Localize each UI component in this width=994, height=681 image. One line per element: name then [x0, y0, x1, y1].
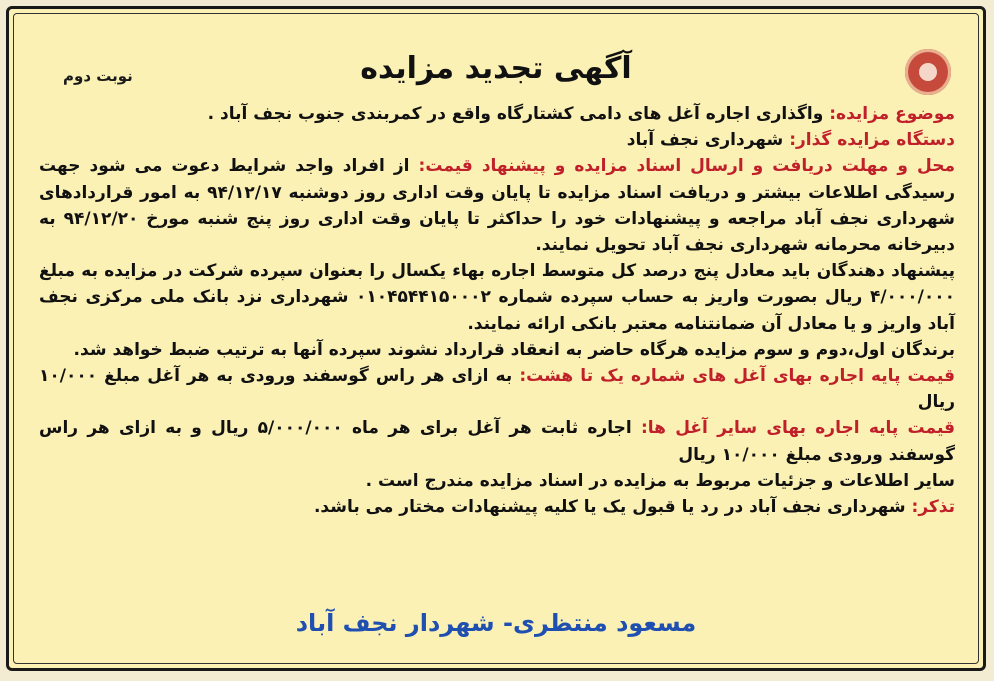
notice-body — [39, 101, 955, 520]
subject-paragraph — [39, 101, 955, 127]
note-text: شهرداری نجف آباد در رد یا قبول یک یا کلیه پیشنهادات مختار می باشد. — [313, 497, 906, 518]
other-info-paragraph: سایر اطلاعات و جزئیات مربوط به مزایده در اسناد مزایده مندرج است . — [365, 470, 955, 491]
price1-paragraph — [39, 363, 955, 415]
auction-notice — [6, 6, 986, 671]
subject-label: موضوع مزایده: — [829, 104, 955, 124]
price1-label: قیمت پایه اجاره بهای آغل های شماره یک تا هشت: — [519, 366, 955, 387]
note-paragraph — [39, 494, 955, 520]
price2-label: قیمت پایه اجاره بهای سایر آغل ها: — [640, 418, 956, 439]
edition-label: نوبت دوم — [63, 67, 133, 85]
price2-paragraph — [39, 415, 955, 467]
notice-title: آگهی تجدید مزایده — [360, 51, 632, 86]
deposit-paragraph: پیشنهاد دهندگان باید معادل پنج درصد کل متوسط اجاره بهاء یکسال را بعنوان سپرده شرکت در مزایده به مبلغ ۴/۰۰۰/۰۰۰ ریال بصورت واریز به حساب سپرده شماره ۰۱۰۴۵۴۴۱۵۰۰۰۲ شهرداری نزد بانک ملی مرکزی نجف آباد واریز و یا معادل آن ضمانتنامه معتبر بانکی ارائه نمایند. — [39, 261, 955, 334]
subject-text: واگذاری اجاره آغل های دامی کشتارگاه واقع در کمربندی جنوب نجف آباد . — [207, 104, 824, 124]
deadline-paragraph — [39, 153, 955, 258]
organizer-paragraph — [39, 127, 955, 153]
organizer-text: شهرداری نجف آباد — [626, 130, 784, 151]
deadline-label: محل و مهلت دریافت و ارسال اسناد مزایده و پیشنهاد قیمت: — [418, 156, 955, 177]
note-label: تذکر: — [911, 497, 955, 518]
signature: مسعود منتظری- شهردار نجف آباد — [295, 609, 697, 637]
organizer-label: دستگاه مزایده گذار: — [789, 130, 955, 151]
price2-text: اجاره ثابت هر آغل برای هر ماه ۵/۰۰۰/۰۰۰ ریال و به ازای هر راس گوسفند ورودی مبلغ ۱۰/۰۰۰ ریال — [39, 418, 955, 465]
price1-text: به ازای هر راس گوسفند ورودی به هر آغل مبلغ ۱۰/۰۰۰ ریال — [39, 366, 955, 413]
deadline-text: از افراد واجد شرایط دعوت می شود جهت رسیدگی اطلاعات بیشتر و دریافت اسناد مزایده تا پایان وقت اداری روز دوشنبه ۹۴/۱۲/۱۷ به امور قراردادهای شهرداری نجف آباد مراجعه و پیشنهادات خود را حداکثر تا پایان وقت اداری روز پنج شنبه مورخ ۹۴/۱۲/۲۰ به دبیرخانه محرمانه شهرداری نجف آباد تحویل نمایند. — [39, 156, 955, 256]
winners-paragraph: برندگان اول،دوم و سوم مزایده هرگاه حاضر به انعقاد قرارداد نشوند سپرده آنها به ترتیب ضبط خواهد شد. — [73, 339, 955, 360]
